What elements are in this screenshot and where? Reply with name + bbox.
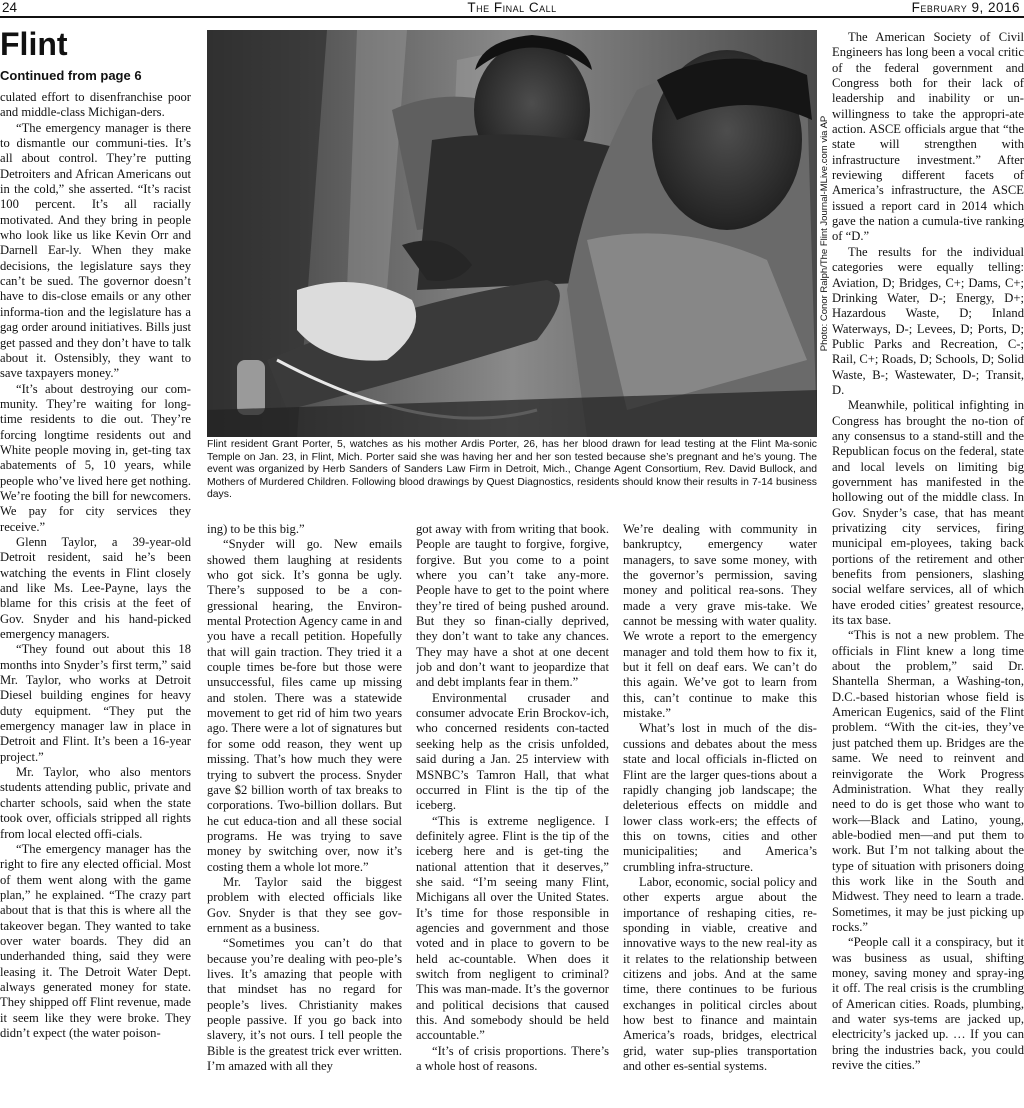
paragraph: “It’s about destroying our com-munity. They’re waiting for long-time residents to die out. They’re forcing longtime residents out and White people moving in, get-ting tax abatements of 5, 10 years, while people who’ve lived here get nothing. We’re footing the bill for newcomers. We pay for city services they receive.”	[0, 381, 191, 534]
publication-name: The Final Call	[467, 0, 557, 15]
paragraph: got away with from writing that book. People are taught to forgive, forgive, forgive. But you come to a point where you can’t take any-more. People have to get to the point where they’re tired of being pushed around. But they so finan-cially deprived, they don’t want to take any chances. They may have a shot at one decent job and don’t want to jeopardize that and debt implants fear in them.”	[416, 522, 609, 690]
article-column-5	[832, 30, 1024, 1108]
news-photo	[207, 30, 817, 437]
paragraph: “It’s of crisis proportions. There’s a whole host of reasons.	[416, 1043, 609, 1074]
paragraph: The American Society of Civil Engineers has long been a vocal critic of the federal government and Congress both for their lack of leadership and inability or un-willingness to take the appropri-ate action. ASCE officials argue that “the state will strengthen with infrastructure investment.” After reviewing different facets of America’s infrastructure, the ASCE issued a report card in 2014 which gave the nation a cumula-tive ranking of “D.”	[832, 30, 1024, 244]
paragraph: culated effort to disenfranchise poor and middle-class Michigan-ders.	[0, 90, 191, 120]
paragraph: We’re dealing with community in bankruptcy, emergency water managers, to save some money, with the governor’s permission, saving money and political rea-sons. They made a very grave mis-take. We cannot be messing with water quality. We wrote a report to the emergency manager and told them how to fix it, but it fell on deaf ears. We can’t do this again. We’ve got to learn from this, can’t continue to make this mistake.”	[623, 522, 817, 721]
paragraph: ing) to be this big.”	[207, 522, 305, 536]
page-number: 24	[2, 0, 18, 15]
headline: Flint	[0, 26, 68, 62]
paragraph: Meanwhile, political infighting in Congress has brought the no-tion of any consensus to a stand-still and the Republican focus on the federal, state and local levels on limiting big government has manifested in the hollowing out of the middle class. In Gov. Snyder’s case, that has meant privatizing city services, firing municipal em-ployees, taking back portions of the retirement and other benefits from pensioners, slashing social welfare services, all of which have eroded cities’ greatest resource, its tax base.	[832, 398, 1024, 628]
header-rule	[0, 16, 1024, 18]
article-column-4	[623, 522, 817, 1108]
paragraph: “This is not a new problem. The officials in Flint knew a long time about the problem,” said Dr. Shantella Sherman, a Washing-ton, D.C.-based historian whose field is American Eugenics, said of the Flint problem. “With the cit-ies, they’ve just patched them up. Bridges are the same. We need to reinvent and reinvigorate the Work Progress Administration. What they really need to do is get those who want to work—Black and Latino, young, able-bodied men—and put them to work. But I’m not talking about the type of situation with prisoners doing this work like in the South and Midwest. They need to learn a trade. Sometimes, it may be just picking up rocks.”	[832, 628, 1024, 934]
paragraph: “Snyder will go. New emails showed them laughing at residents who got sick. It’s gonna be ugly. There’s supposed to be a con-gressional hearing, the Environ-mental Protection Agency came in and you have a recall petition. Hopefully that will gain traction. They tried it a couple times be-fore but those were unsuccessful, files came up missing and stolen. There was a statewide movement to get rid of him two years ago. There were a lot of signatures but for some odd reason, they went up missing. That’s how much they were trying to subvert the process. Snyder gave $2 billion worth of tax breaks to corporations. Two-billion dollars. But he cut educa-tion and all these social programs. He was trying to save money by switching over, now it’s costing them a whole lot more.”	[207, 537, 402, 874]
paragraph: The results for the individual categories were equally telling: Aviation, D; Bridges, C+; Dams, C+; Drinking Water, D-; Energy, D+; Hazardous Waste, D; Inland Waterways, D-; Levees, D; Ports, D; Public Parks and Recreation, C-; Rail, C+; Roads, D; Schools, D; Solid Waste, B-; Wastewater, D-; Transit, D.	[832, 244, 1024, 397]
paragraph: “The emergency manager has the right to fire any elected official. Most of them went along with the game plan,” he explained. “The crazy part about that is that this is where all the takeover began. They wanted to take over water boards. They did an underhanded thing, said they were leasing it. The Detroit Water Dept. always generated money for state. They shipped off Flint revenue, made it seem like they were broke. They didn’t expect (the water poison-	[0, 841, 191, 1040]
paragraph: “They found out about this 18 months into Snyder’s first term,” said Mr. Taylor, who works at Detroit Diesel building engines for heavy duty equipment. “They put the emergency manager law in place in Detroit and Flint. It’s been a 16-year project.”	[0, 642, 191, 764]
paragraph: What’s lost in much of the dis-cussions and debates about the mess state and local officials in-flicted on Flint are the larger ques-tions about a rapidly changing job landscape; the deleterious effects on middle and lower class work-ers; the effects of this on towns, cities and other municipalities; and America’s crumbling infra-structure.	[623, 721, 817, 874]
paragraph: “Sometimes you can’t do that because you’re dealing with peo-ple’s lives. It’s amazing that people with that mindset has no regard for people’s lives. Christianity makes people passive. If you go back into slavery, it’s not ours. I tell people the Bible is the greatest trick ever written. I’m amazed with all they	[207, 936, 402, 1074]
paragraph: “This is extreme negligence. I definitely agree. Flint is the tip of the iceberg here and is get-ting the national attention that it deserves,” she said. “I’m seeing many Flint, Michigans all over the United States. It’s time for those responsible in agencies and government and those voted and in place to govern to be held ac-countable. When does it switch from negligent to criminal? This was man-made. It’s the governor and political decisions that caused this. And somebody should be held accountable.”	[416, 813, 609, 1043]
paragraph: “The emergency manager is there to dismantle our communi-ties. It’s all about control. They’re putting Detroiters and African Americans out in the cold,” she asserted. “It’s racist 100 percent. It’s all racially motivated. And they bring in people who look like us like Kevin Orr and Darnell Ear-ly. When they make decisions, the legislature says they can’t be sued. The governor doesn’t have to dis-close emails or any other informa-tion and the legislature has a gag order around initiatives. Bills just get passed and they don’t have to talk about it. Ostensibly, they want to save taxpayers money.”	[0, 120, 191, 381]
paragraph: Mr. Taylor said the biggest problem with elected officials like Gov. Snyder is that they see gov-ernment as a business.	[207, 874, 402, 935]
issue-date: February 9, 2016	[911, 0, 1020, 15]
paragraph: “People call it a conspiracy, but it was business as usual, shifting money, saving money and spray-ing it off. The real crisis is the crumbling of American cities. Roads, plumbing, and water sys-tems are jacked up, electricity’s jacked up. … If you can bring the industries back, you could revive the cities.”	[832, 935, 1024, 1073]
paragraph: Glenn Taylor, a 39-year-old Detroit resident, said he’s been watching the events in Flint closely and like Ms. Lee-Payne, lays the blame for this crisis at the feet of Gov. Snyder and his hand-picked emergency managers.	[0, 534, 191, 642]
paragraph: Environmental crusader and consumer advocate Erin Brockov-ich, who concerned residents con-tacted seeking help as the crisis unfolded, said during a Jan. 25 interview with MSNBC’s Tamron Hall, that what occurred in Flint is the tip of the iceberg.	[416, 690, 609, 813]
continued-from: Continued from page 6	[0, 68, 142, 83]
photo-illustration	[207, 30, 817, 437]
article-column-1	[0, 90, 191, 1108]
photo-credit-text: Photo: Conor Ralph/The Flint Journal-MLive.com via AP	[819, 115, 830, 352]
article-column-3	[416, 522, 609, 1108]
photo-credit	[817, 30, 831, 437]
paragraph: Labor, economic, social policy and other experts argue about the importance of reshaping cities, re-sponding in viable, creative and innovative ways to the new real-ity as it relates to the relationship between citizens and jobs. And at the same time, there continues to be furious exchanges in political circles about how best to finance and maintain America’s roads, bridges, electrical grid, water sup-plies transportation and other es-sential systems.	[623, 874, 817, 1074]
photo-caption: Flint resident Grant Porter, 5, watches as his mother Ardis Porter, 26, has her blood drawn for lead testing at the Flint Ma-sonic Temple on Jan. 23, in Flint, Mich. Porter said she was having her and her son tested because she’s pregnant and he’s young. The event was organized by Herb Sanders of Sanders Law Firm in Detroit, Mich., Change Agent Consortium, Rev. David Bullock, and Mothers of Murdered Children. Following blood drawings by Quest Diagnostics, residents should know their results in 7-14 business days.	[207, 439, 817, 501]
paragraph: Mr. Taylor, who also mentors students attending public, private and charter schools, said when the state took over, officials stripped all rights from local elected offi-cials.	[0, 765, 191, 841]
article-column-2	[207, 522, 402, 1108]
